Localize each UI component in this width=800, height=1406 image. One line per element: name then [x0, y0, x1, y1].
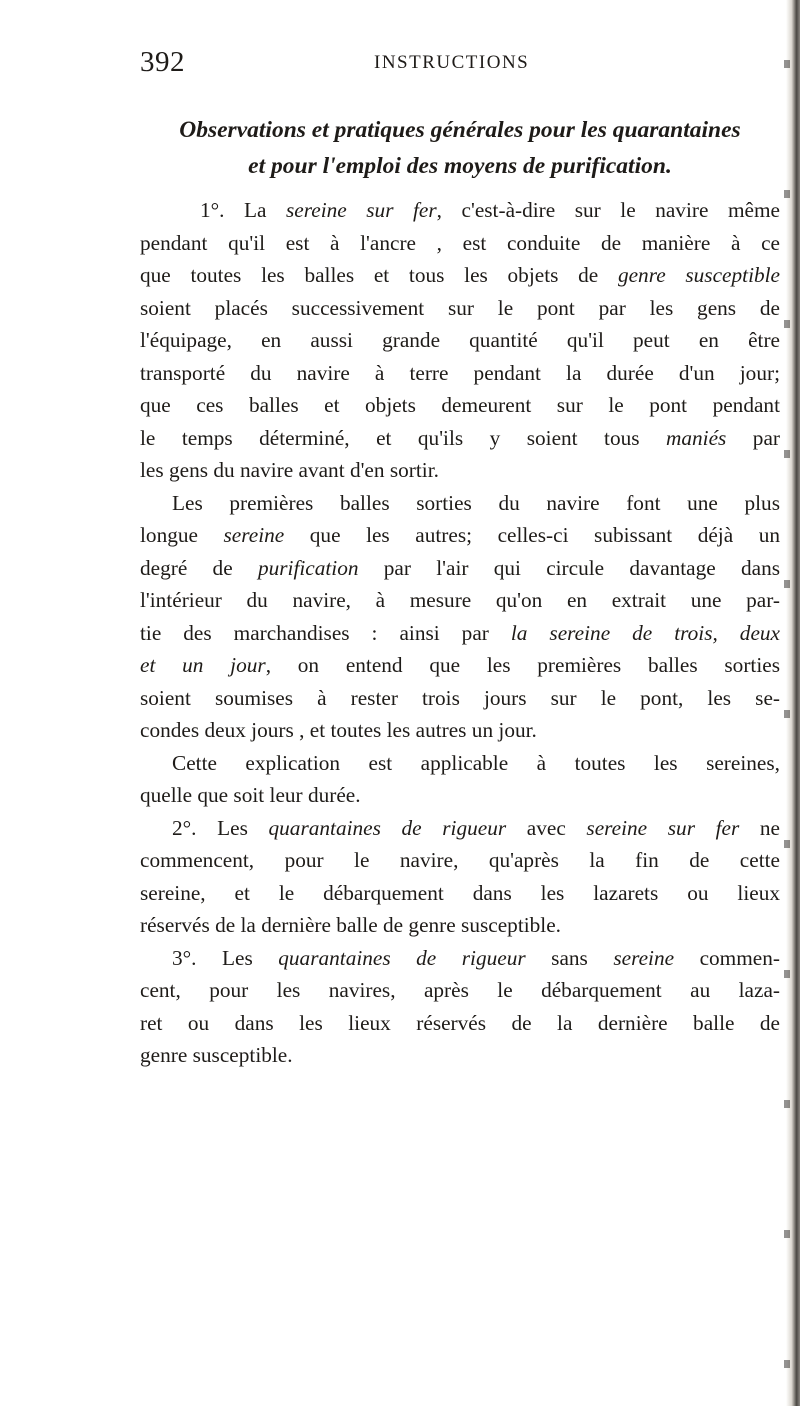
text-segment: le temps déterminé, et qu'ils y soient tous	[140, 425, 666, 450]
text-segment: Cette explication est applicable à toutes les sereines,	[172, 750, 780, 775]
italic-term: quarantaines de rigueur	[278, 945, 526, 970]
text-line	[140, 422, 780, 455]
text-line	[140, 1007, 780, 1040]
text-segment: soient placés successivement sur le pont par les gens de	[140, 295, 780, 320]
text-line	[140, 747, 780, 780]
italic-term: maniés	[666, 425, 727, 450]
text-line	[140, 552, 780, 585]
italic-term: purification	[257, 555, 359, 580]
text-segment: par	[726, 425, 780, 450]
text-segment: que toutes les balles et tous les objets de	[140, 263, 618, 287]
text-segment: 3°. Les	[172, 945, 279, 970]
text-segment: avec	[506, 815, 587, 840]
text-line	[140, 909, 780, 942]
text-line	[140, 714, 780, 747]
text-line	[140, 682, 780, 715]
italic-term: sereine sur fer	[286, 198, 437, 222]
text-line	[140, 259, 780, 292]
title-line: Observations et pratiques générales pour les quarantaines	[179, 117, 741, 143]
text-segment: sereine, et le débarquement dans les lazarets ou lieux	[140, 880, 780, 905]
text-segment: sans	[525, 945, 614, 970]
italic-term: la sereine de trois, deux	[510, 620, 781, 645]
text-segment: commencent, pour le navire, qu'après la fin de cette	[140, 848, 780, 872]
text-line	[140, 324, 780, 357]
italic-term: sereine	[223, 523, 285, 547]
text-line	[140, 292, 780, 325]
text-segment: condes deux jours , et toutes les autres un jour.	[140, 718, 537, 742]
text-segment: soient soumises à rester trois jours sur le pont, les se-	[140, 685, 780, 710]
italic-term: quarantaines de rigueur	[268, 815, 507, 840]
text-line	[140, 649, 780, 682]
italic-term: sereine sur fer	[586, 815, 740, 840]
text-segment: cent, pour les navires, après le débarquement au laza-	[140, 978, 780, 1002]
text-line	[140, 194, 780, 227]
text-line	[140, 357, 780, 390]
text-line	[140, 942, 780, 975]
text-line	[140, 1039, 780, 1072]
text-segment: genre susceptible.	[140, 1043, 293, 1067]
text-line	[140, 389, 780, 422]
text-segment: quelle que soit leur durée.	[140, 783, 361, 807]
text-line	[140, 779, 780, 812]
text-segment: degré de	[140, 555, 258, 580]
text-segment: , on entend que les premières balles sorties	[265, 653, 780, 677]
body-text	[140, 194, 780, 1072]
text-segment: que les autres; celles-ci subissant déjà un	[284, 523, 780, 547]
section-title	[140, 112, 780, 184]
text-segment: les gens du navire avant d'en sortir.	[140, 458, 439, 482]
italic-term: genre susceptible	[617, 263, 781, 287]
text-line	[140, 584, 780, 617]
text-segment: par l'air qui circule davantage dans	[358, 555, 781, 580]
text-line	[140, 487, 780, 520]
text-segment: réservés de la dernière balle de genre susceptible.	[140, 913, 561, 937]
text-line	[140, 227, 780, 260]
page-header	[140, 46, 780, 86]
italic-term: sereine	[613, 945, 675, 970]
text-line	[140, 519, 780, 552]
text-segment: 1°. La	[200, 198, 287, 222]
text-line	[140, 974, 780, 1007]
text-segment: commen-	[674, 945, 780, 970]
text-line	[140, 454, 780, 487]
text-segment: ret ou dans les lieux réservés de la dernière balle de	[140, 1010, 780, 1035]
page-number: 392	[140, 46, 185, 78]
text-segment: que ces balles et objets demeurent sur le pont pendant	[140, 393, 780, 417]
title-line: et pour l'emploi des moyens de purification.	[248, 153, 672, 179]
text-segment: ne	[739, 815, 780, 840]
text-segment: l'équipage, en aussi grande quantité qu'il peut en être	[140, 328, 780, 352]
italic-term: et un jour	[140, 653, 266, 677]
text-line	[140, 844, 780, 877]
running-head: INSTRUCTIONS	[374, 52, 530, 73]
text-segment: pendant qu'il est à l'ancre , est conduite de manière à ce	[140, 230, 780, 255]
text-segment: 2°. Les	[172, 815, 269, 840]
page-edge-marks	[784, 0, 790, 1406]
text-segment: tie des marchandises : ainsi par	[140, 620, 511, 645]
text-segment: longue	[140, 523, 224, 547]
text-segment: , c'est-à-dire sur le navire même	[436, 198, 780, 222]
text-line	[140, 877, 780, 910]
text-segment: Les premières balles sorties du navire font une plus	[172, 490, 780, 515]
text-line	[140, 617, 780, 650]
text-segment: l'intérieur du navire, à mesure qu'on en extrait une par-	[140, 588, 780, 612]
text-segment: transporté du navire à terre pendant la durée d'un jour;	[140, 360, 780, 385]
text-line	[140, 812, 780, 845]
